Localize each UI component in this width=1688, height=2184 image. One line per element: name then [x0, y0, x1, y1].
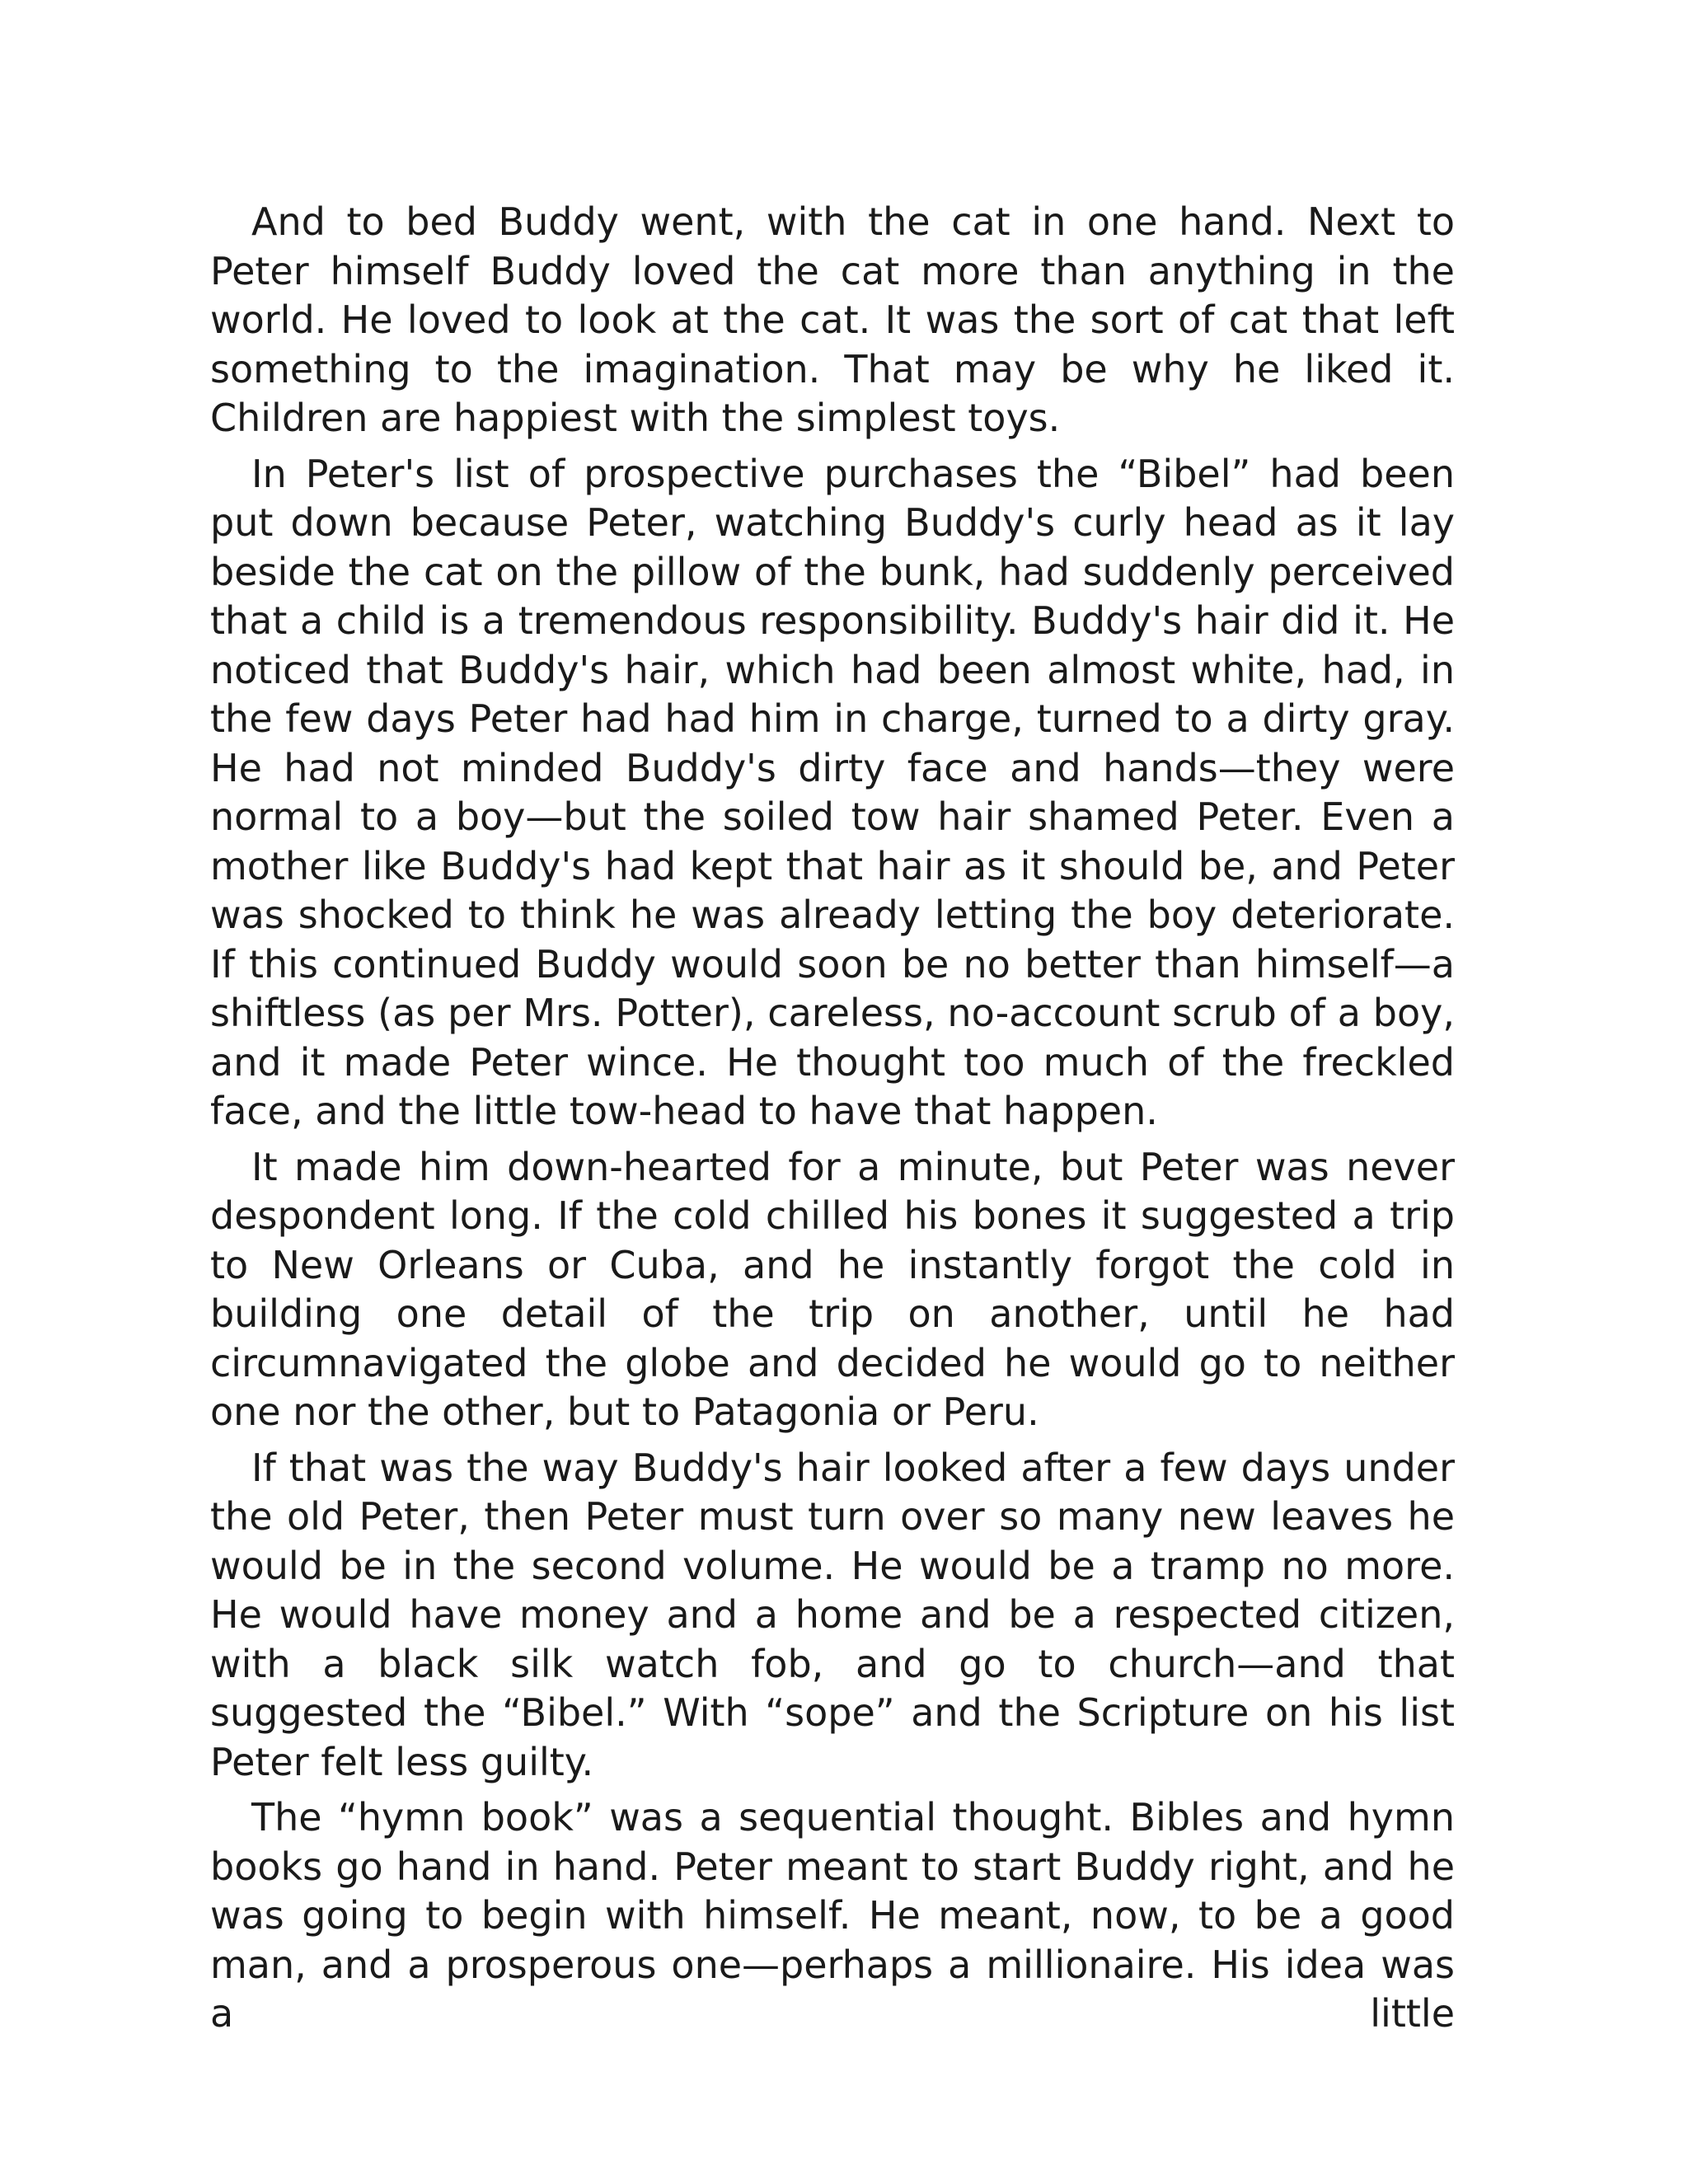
paragraph-3: It made him down-hearted for a minute, but Peter was never despondent long. If the cold chilled his bones it suggested a trip to New Orleans or Cuba, and he instantly forgot the cold in building one detail of the trip on another, until he had circumnavigated the globe and decided he would go to neither one nor the other, but to Patagonia or Peru.: [210, 1144, 1455, 1434]
paragraph-5: The “hymn book” was a sequential thought. Bibles and hymn books go hand in hand. Peter meant to start Buddy right, and he was going to begin with himself. He meant, now, to be a good man, and a prosperous one—perhaps a millionaire. His idea was a little: [210, 1795, 1455, 2036]
paragraph-1: And to bed Buddy went, with the cat in one hand. Next to Peter himself Buddy loved the cat more than anything in the world. He loved to look at the cat. It was the sort of cat that left something to the imagination. That may be why he liked it. Children are happiest with the simplest toys.: [210, 199, 1455, 440]
paragraph-4: If that was the way Buddy's hair looked after a few days under the old Peter, then Peter must turn over so many new leaves he would be in the second volume. He would be a tramp no more. He would have money and a home and be a respected citizen, with a black silk watch fob, and go to church—and that suggested the “Bibel.” With “sope” and the Scripture on his list Peter felt less guilty.: [210, 1445, 1455, 1784]
paragraph-2: In Peter's list of prospective purchases the “Bibel” had been put down because Peter, watching Buddy's curly head as it lay beside the cat on the pillow of the bunk, had suddenly perceived that a child is a tremendous responsibility. Buddy's hair did it. He noticed that Buddy's hair, which had been almost white, had, in the few days Peter had had him in charge, turned to a dirty gray. He had not minded Buddy's dirty face and hands—they were normal to a boy—but the soiled tow hair shamed Peter. Even a mother like Buddy's had kept that hair as it should be, and Peter was shocked to think he was already letting the boy deteriorate. If this continued Buddy would soon be no better than himself—a shiftless (as per Mrs. Potter), careless, no-account scrub of a boy, and it made Peter wince. He thought too much of the freckled face, and the little tow-head to have that happen.: [210, 451, 1455, 1133]
page-text: [210, 198, 1455, 2046]
